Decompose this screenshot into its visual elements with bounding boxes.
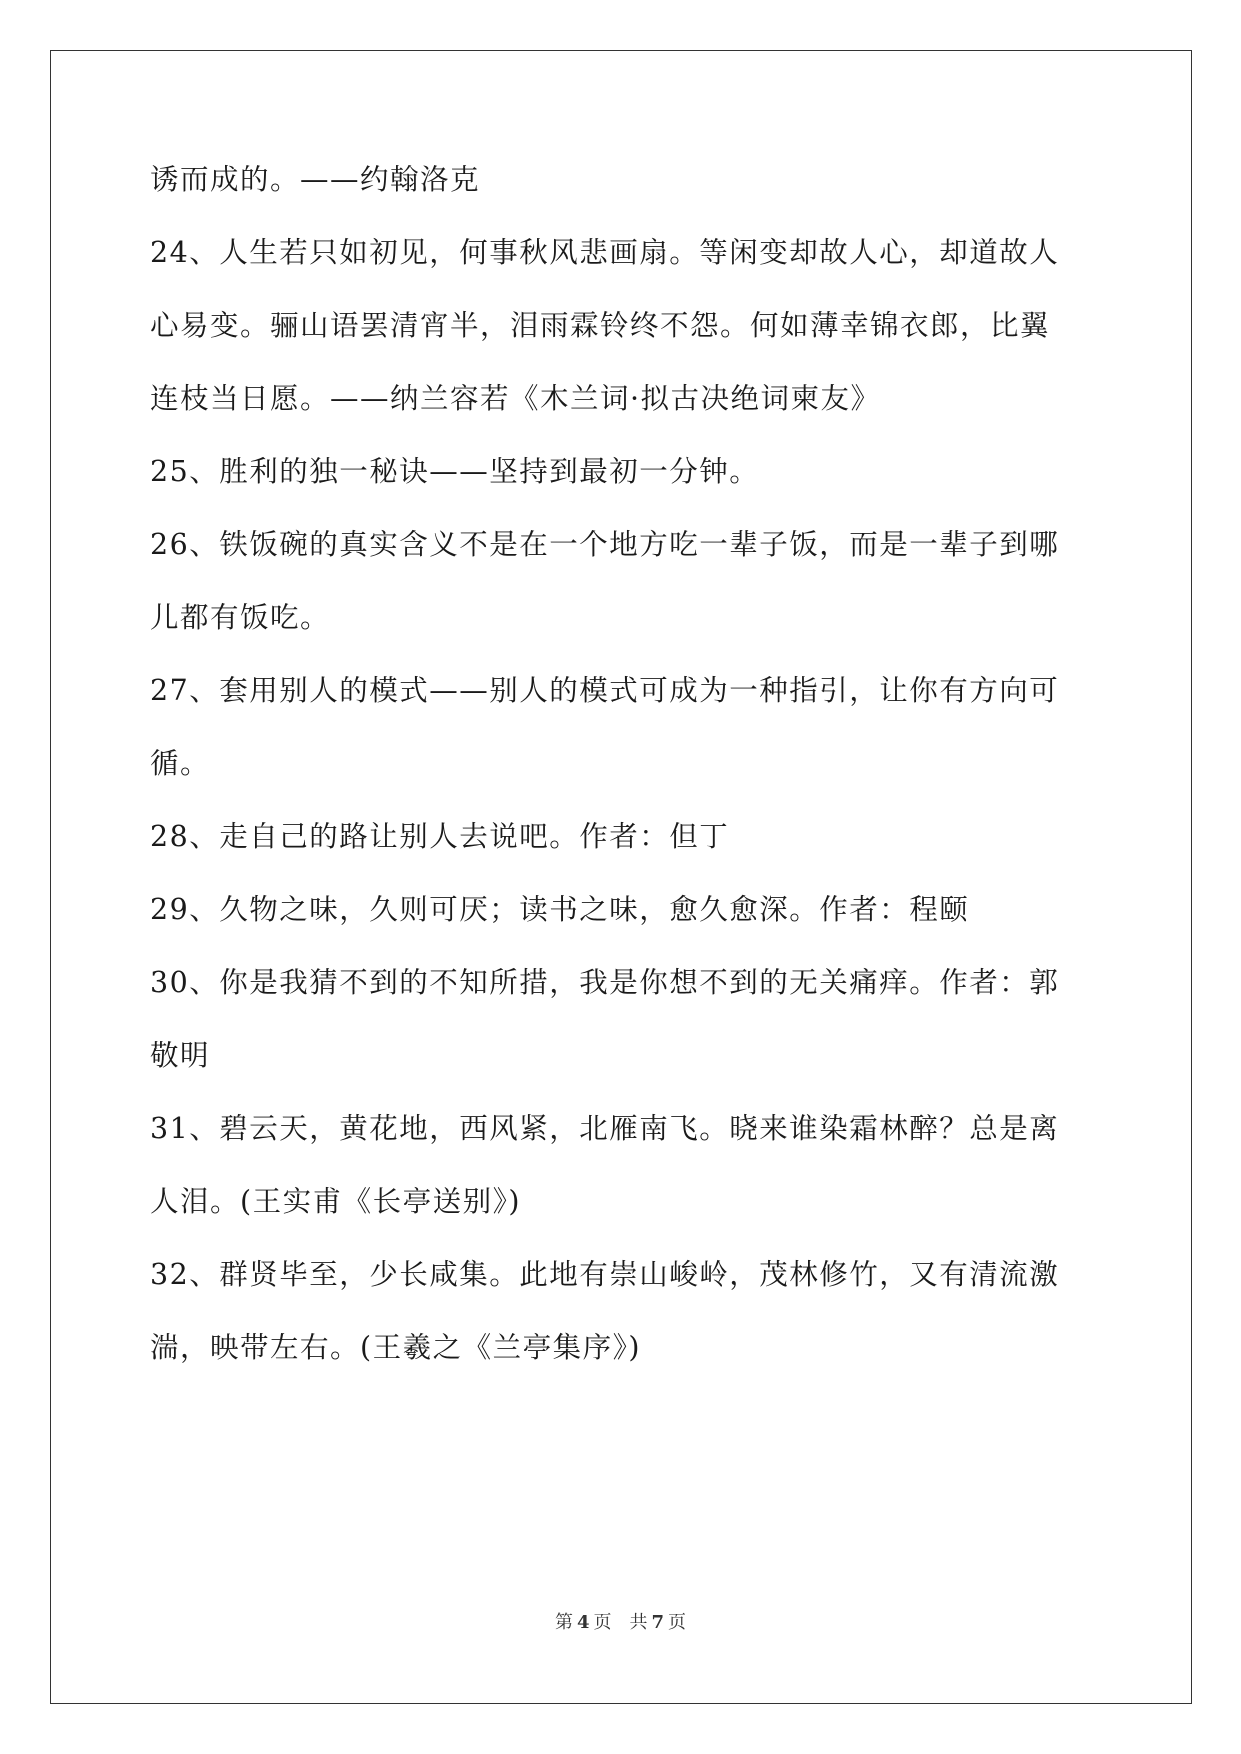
text-line: 连枝当日愿。——纳兰容若《木兰词·拟古决绝词柬友》 [150, 382, 881, 415]
text-line: 24、人生若只如初见，何事秋风悲画扇。等闲变却故人心，却道故人 [150, 236, 1060, 269]
text-line: 28、走自己的路让别人去说吧。作者：但丁 [150, 820, 730, 853]
text-line: 循。 [150, 747, 211, 780]
text-line: 诱而成的。——约翰洛克 [150, 163, 481, 196]
page-total: 7 [651, 1612, 665, 1633]
page-prefix: 第 [554, 1612, 573, 1633]
text-line: 25、胜利的独一秘诀——坚持到最初一分钟。 [150, 455, 760, 488]
total-suffix: 页 [668, 1612, 687, 1633]
text-line: 32、群贤毕至，少长咸集。此地有崇山峻岭，茂林修竹，又有清流激 [150, 1258, 1060, 1291]
text-line: 26、铁饭碗的真实含义不是在一个地方吃一辈子饭，而是一辈子到哪 [150, 528, 1060, 561]
text-line: 人泪。(王实甫《长亭送别》) [150, 1185, 521, 1218]
text-line: 31、碧云天，黄花地，西风紧，北雁南飞。晓来谁染霜林醉？总是离 [150, 1112, 1060, 1145]
text-line: 湍，映带左右。(王羲之《兰亭集序》) [150, 1331, 641, 1364]
text-line: 29、久物之味，久则可厌；读书之味，愈久愈深。作者：程颐 [150, 893, 970, 926]
page-current: 4 [576, 1612, 590, 1633]
text-line: 心易变。骊山语罢清宵半，泪雨霖铃终不怨。何如薄幸锦衣郎，比翼 [150, 309, 1051, 342]
page-suffix: 页 [593, 1612, 612, 1633]
text-line: 儿都有饭吃。 [150, 601, 331, 634]
text-line: 27、套用别人的模式——别人的模式可成为一种指引，让你有方向可 [150, 674, 1060, 707]
total-prefix: 共 [629, 1612, 648, 1633]
page-border [50, 50, 1192, 1704]
text-line: 敬明 [150, 1039, 211, 1072]
text-line: 30、你是我猜不到的不知所措，我是你想不到的无关痛痒。作者：郭 [150, 966, 1060, 999]
page-footer [0, 1608, 1241, 1634]
